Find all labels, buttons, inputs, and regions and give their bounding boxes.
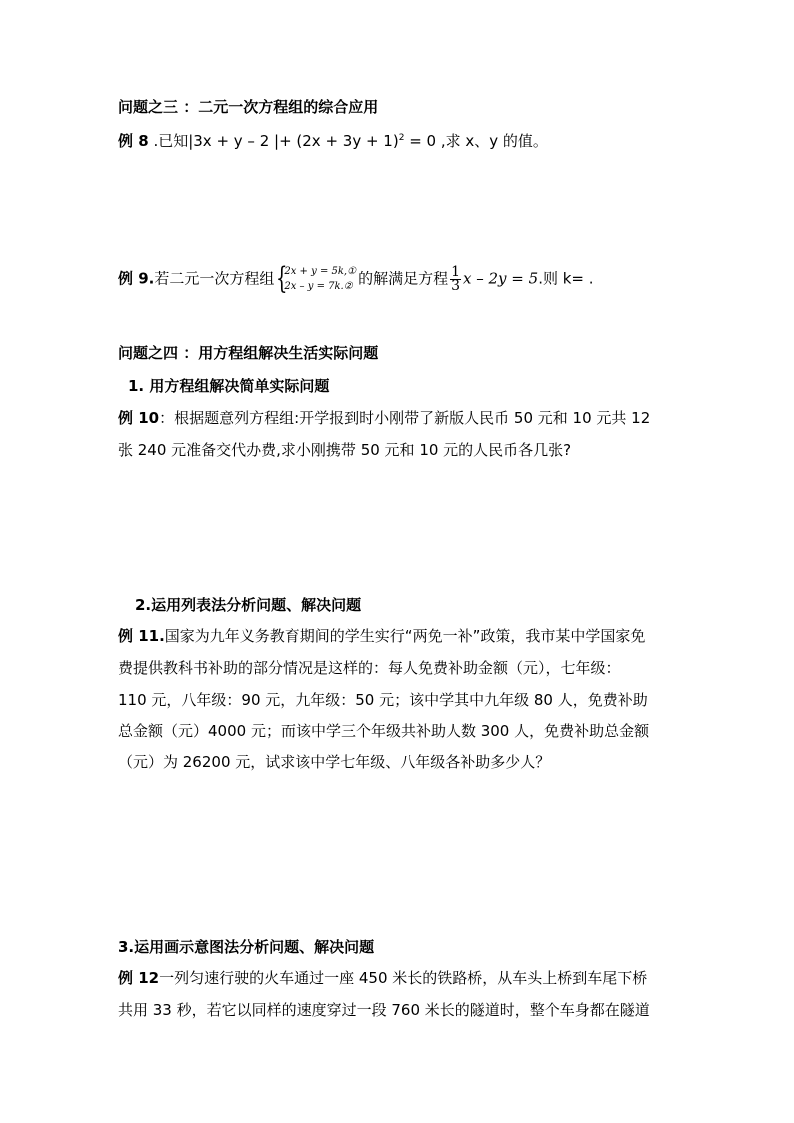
example-8: [118, 128, 548, 151]
example-9-equation: x – 2y = 5: [463, 269, 539, 288]
section3-heading: 问题之三 ：二元一次方程组的综合应用: [118, 98, 379, 116]
example-11-text-1: 国家为九年义务教育期间的学生实行“两免一补”政策，我市某中学国家免: [164, 627, 646, 645]
example-9-text-a: 若二元一次方程组: [154, 269, 275, 288]
example-11-line-1: [118, 626, 645, 646]
subheading-3: 3.运用画示意图法分析问题、解决问题: [118, 938, 375, 956]
fraction-denominator: 3: [451, 277, 461, 294]
example-11-line-4: 总金额（元）4000 元；而该中学三个年级共补助人数 300 人，免费补助总金额: [118, 722, 650, 740]
subheading-1: 1. 用方程组解决简单实际问题: [128, 377, 330, 395]
equation-2: 2x – y = 7k.②: [284, 281, 353, 292]
example-10-label: 例 10: [118, 409, 160, 427]
example-10-text-1: ：根据题意列方程组:开学报到时小刚带了新版人民币 50 元和 10 元共 12: [159, 409, 651, 427]
example-12-label: 例 12: [118, 969, 160, 987]
example-8-text-b: = 0 ,求 x、y 的值。: [404, 132, 548, 150]
equation-1: 2x + y = 5k,①: [284, 266, 357, 277]
example-11-line-2: 费提供教科书补助的部分情况是这样的：每人免费补助金额（元），七年级：: [118, 659, 621, 677]
example-8-text-a: .已知|3x + y – 2 |+ (2x + 3y + 1): [148, 132, 399, 150]
example-11-label: 例 11.: [118, 627, 165, 645]
example-9-label: 例 9.: [118, 269, 155, 288]
fraction: [450, 263, 461, 294]
example-9-text-c: .则 k= .: [538, 269, 594, 288]
example-8-label: 例 8: [118, 132, 149, 150]
brace-icon: {: [276, 261, 288, 296]
equation-system: [276, 261, 357, 296]
example-11-line-3: 110 元，八年级：90 元，九年级：50 元；该中学其中九年级 80 人，免费补助: [118, 691, 648, 709]
example-12-line-2: 共用 33 秒，若它以同样的速度穿过一段 760 米长的隧道时，整个车身都在隧道: [118, 1001, 650, 1019]
example-10-line-2: 张 240 元准备交代办费,求小刚携带 50 元和 10 元的人民币各几张?: [118, 441, 572, 459]
example-9: [118, 261, 594, 296]
fraction-numerator: 1: [451, 263, 461, 280]
subheading-2: 2.运用列表法分析问题、解决问题: [135, 596, 362, 614]
example-8-exponent: 2: [398, 133, 405, 143]
example-12-text-1: 一列匀速行驶的火车通过一座 450 米长的铁路桥，从车头上桥到车尾下桥: [159, 969, 648, 987]
section4-heading: 问题之四 ：用方程组解决生活实际问题: [118, 344, 379, 362]
example-12-line-1: [118, 968, 647, 988]
example-10-line-1: [118, 408, 650, 428]
example-11-line-5: （元）为 26200 元，试求该中学七年级、八年级各补助多少人？: [118, 753, 551, 771]
example-9-text-b: 的解满足方程: [358, 269, 449, 288]
